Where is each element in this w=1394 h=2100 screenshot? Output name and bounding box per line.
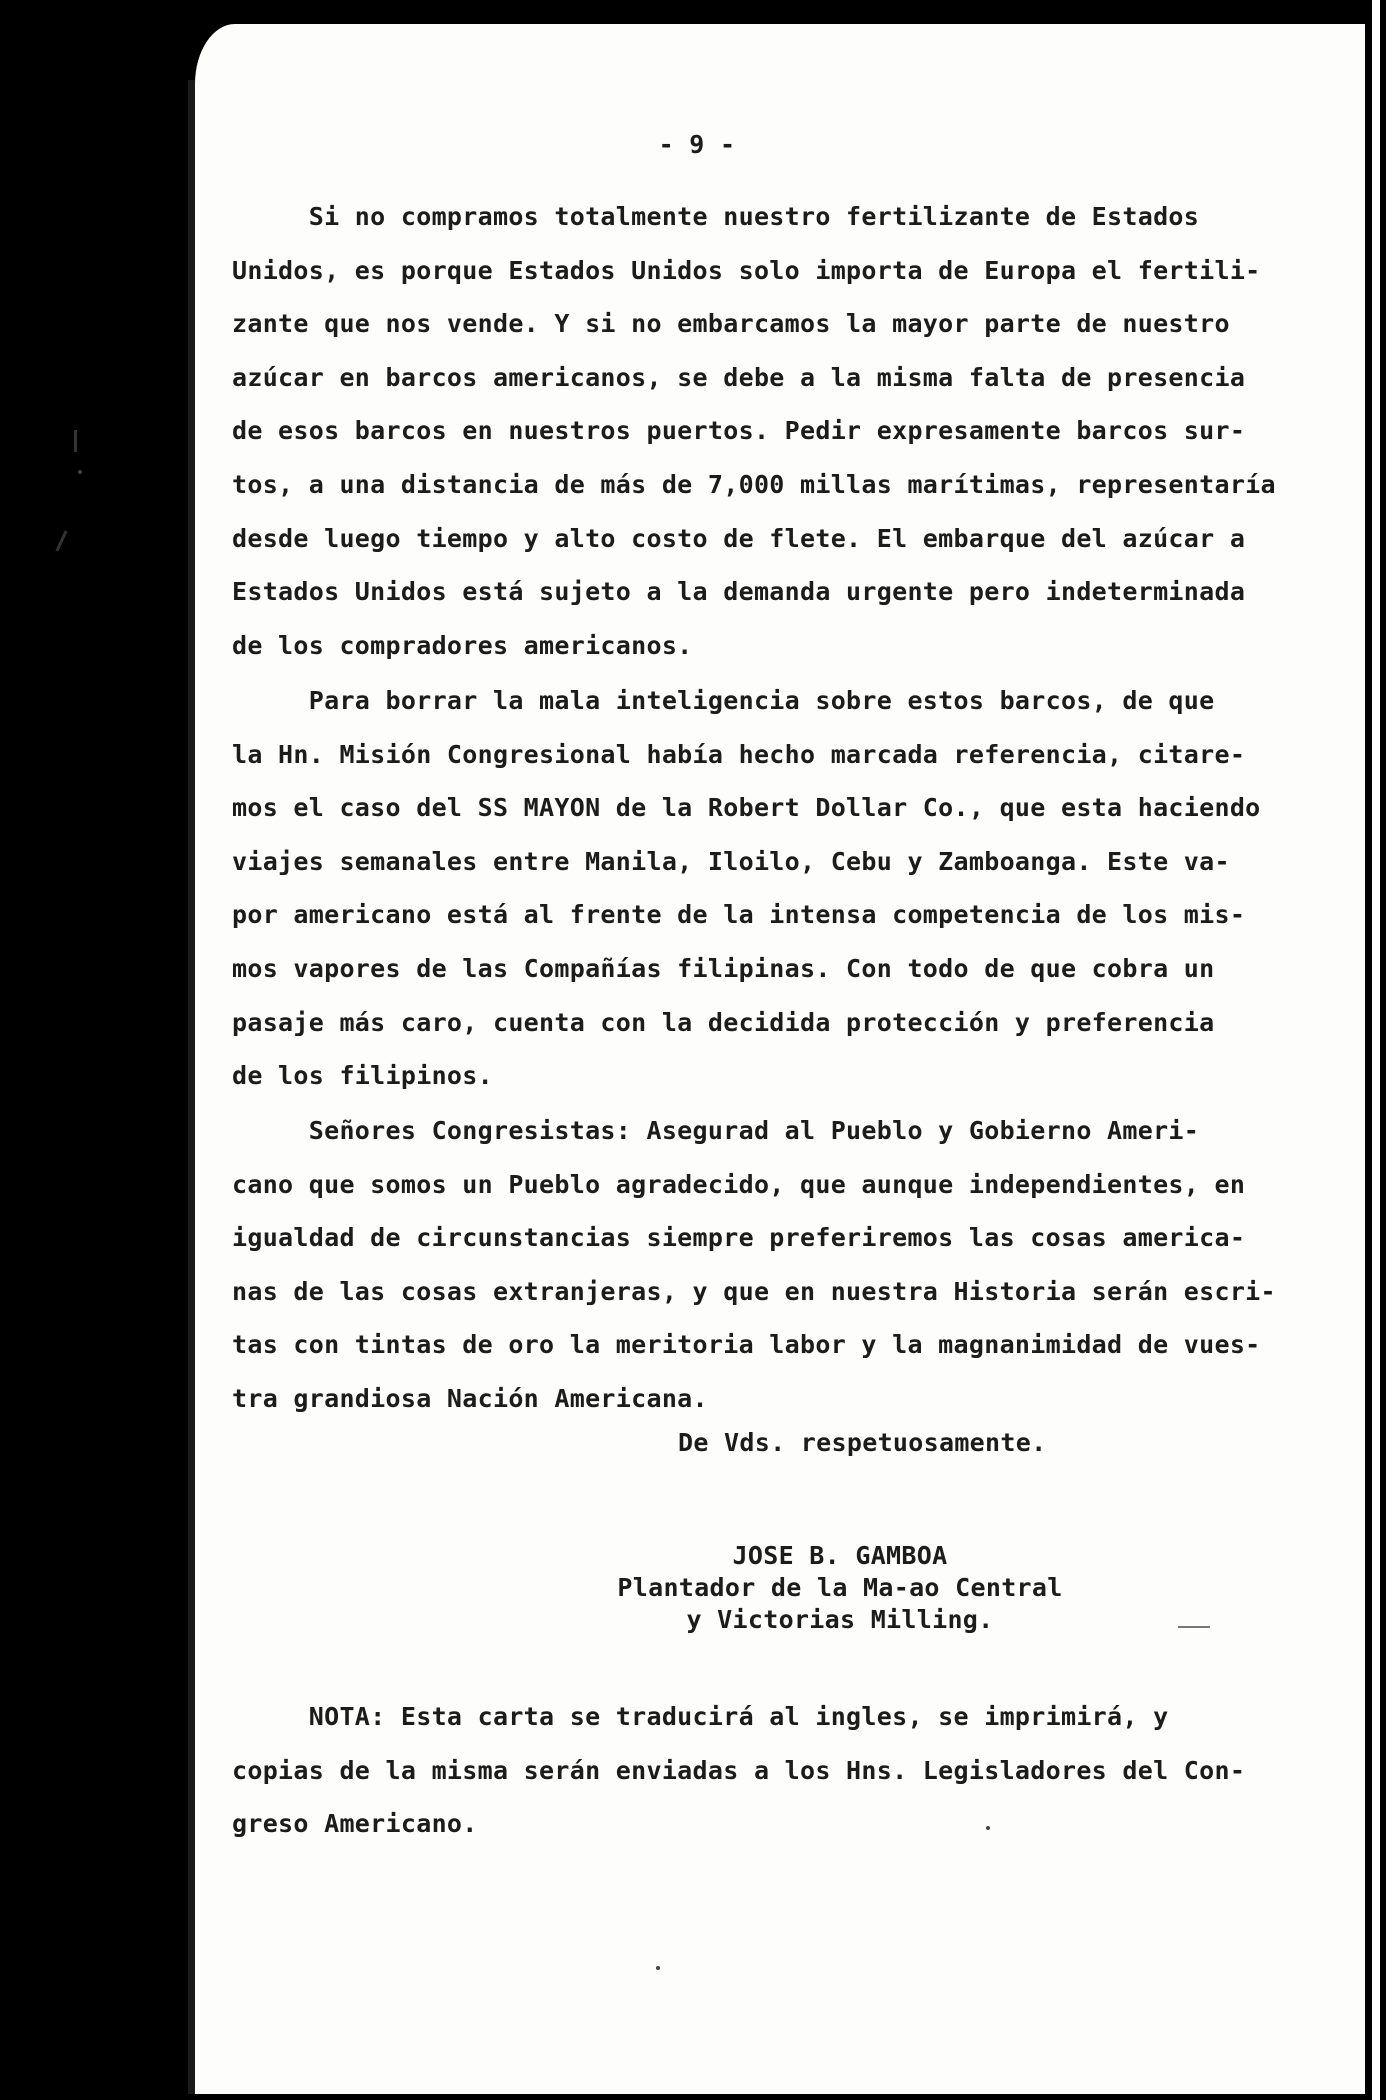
text-line: pasaje más caro, cuenta con la decidida protección y preferencia	[232, 1007, 1215, 1037]
page-number: - 9 -	[658, 130, 736, 159]
signatory-company: y Victorias Milling.	[686, 1605, 994, 1634]
margin-mark	[55, 530, 67, 551]
text-line: zante que nos vende. Y si no embarcamos la mayor parte de nuestro	[232, 309, 1230, 339]
text-line: mos vapores de las Compañías filipinas. Con todo de que cobra un	[232, 953, 1215, 983]
text-line: tas con tintas de oro la meritoria labor y la magnanimidad de vues-	[232, 1330, 1261, 1360]
text-line: mos el caso del SS MAYON de la Robert Dollar Co., que esta haciendo	[232, 793, 1261, 823]
text-line: viajes semanales entre Manila, Iloilo, Cebu y Zamboanga. Este va-	[232, 846, 1230, 876]
text-line: de los filipinos.	[232, 1061, 493, 1091]
paragraph-congresistas	[232, 1104, 1342, 1426]
paragraph-ss-mayon	[232, 674, 1342, 1103]
scan-speck	[986, 1826, 990, 1830]
text-line: de los compradores americanos.	[232, 630, 693, 660]
text-line: cano que somos un Pueblo agradecido, que aunque independientes, en	[232, 1169, 1246, 1199]
signature-rule	[1178, 1626, 1210, 1628]
text-line: tra grandiosa Nación Americana.	[232, 1383, 708, 1413]
signatory-name: JOSE B. GAMBOA	[732, 1541, 948, 1570]
text-line: desde luego tiempo y alto costo de flete. El embarque del azúcar a	[232, 523, 1246, 553]
scan-right-border-line	[1380, 0, 1386, 2100]
margin-mark	[74, 430, 77, 452]
text-line: Para borrar la mala inteligencia sobre estos barcos, de que	[232, 686, 1215, 715]
text-line: copias de la misma serán enviadas a los Hns. Legisladores del Con-	[232, 1755, 1246, 1785]
paragraph-nota	[232, 1690, 1342, 1851]
scan-speck	[78, 470, 82, 474]
paragraph-fertilizer	[232, 190, 1342, 672]
signature-block	[560, 1540, 1120, 1636]
text-line: azúcar en barcos americanos, se debe a la misma falta de presencia	[232, 362, 1246, 392]
scan-speck	[656, 1966, 660, 1970]
text-line: Si no compramos totalmente nuestro fertilizante de Estados	[232, 202, 1200, 231]
signatory-title: Plantador de la Ma-ao Central	[617, 1573, 1063, 1602]
text-line: la Hn. Misión Congresional había hecho marcada referencia, citare-	[232, 739, 1246, 769]
text-line: Señores Congresistas: Asegurad al Pueblo y Gobierno Ameri-	[232, 1116, 1200, 1145]
text-line: greso Americano.	[232, 1809, 478, 1839]
text-line: NOTA: Esta carta se traducirá al ingles, se imprimirá, y	[232, 1702, 1169, 1731]
text-line: Unidos, es porque Estados Unidos solo importa de Europa el fertili-	[232, 255, 1261, 285]
text-line: por americano está al frente de la intensa competencia de los mis-	[232, 900, 1246, 930]
closing-salutation: De Vds. respetuosamente.	[678, 1428, 1047, 1457]
text-line: tos, a una distancia de más de 7,000 millas marítimas, representaría	[232, 469, 1276, 499]
text-line: nas de las cosas extranjeras, y que en nuestra Historia serán escri-	[232, 1276, 1276, 1306]
text-line: Estados Unidos está sujeto a la demanda urgente pero indeterminada	[232, 577, 1246, 607]
text-line: igualdad de circunstancias siempre preferiremos las cosas america-	[232, 1223, 1246, 1253]
text-line: de esos barcos en nuestros puertos. Pedir expresamente barcos sur-	[232, 416, 1246, 446]
